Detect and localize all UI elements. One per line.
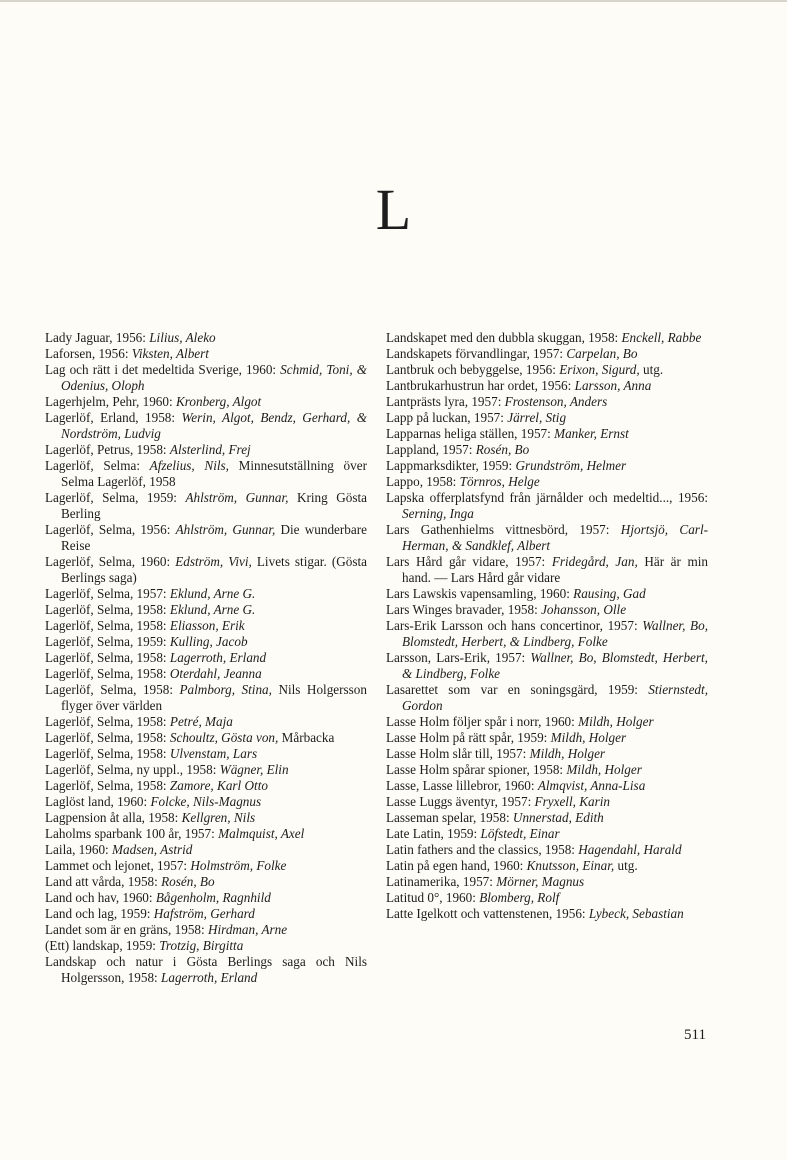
- index-entry: [386, 602, 708, 618]
- index-entry: [386, 330, 708, 346]
- entry-author: Larsson, Anna: [574, 378, 652, 393]
- entry-author: Mildh, Holger: [550, 730, 627, 745]
- index-entry: [45, 842, 367, 858]
- entry-author: Kulling, Jacob: [169, 634, 248, 649]
- section-letter-heading: L: [375, 177, 412, 242]
- entry-author: Bågenholm, Ragnhild: [155, 890, 271, 905]
- index-entry: [386, 394, 708, 410]
- entry-author: Törnros, Helge: [459, 474, 540, 489]
- entry-suffix: Mårbacka: [278, 730, 335, 745]
- index-entry: [45, 906, 367, 922]
- index-entry: [45, 442, 367, 458]
- entry-author: Löfstedt, Einar: [480, 826, 560, 841]
- index-entry: [386, 442, 708, 458]
- entry-title: Lasse, Lasse lillebror, 1960:: [386, 778, 538, 793]
- index-entry: [386, 426, 708, 442]
- index-entry: [45, 938, 367, 954]
- index-entry: [386, 554, 708, 586]
- entry-title: Lantbruk och bebyggelse, 1956:: [386, 362, 560, 377]
- entry-title: Lapska offerplatsfynd från järnålder och medeltid..., 1956:: [386, 490, 708, 505]
- entry-title: Laforsen, 1956:: [45, 346, 132, 361]
- entry-author: Alsterlind, Frej: [169, 442, 251, 457]
- index-entry: [45, 522, 367, 554]
- index-entry: [386, 410, 708, 426]
- index-entry: [386, 490, 708, 522]
- index-entry: [45, 490, 367, 522]
- index-entry: [45, 794, 367, 810]
- entry-suffix: Minnesutställning över Selma Lagerlöf, 1958: [61, 458, 367, 489]
- entry-title: Lagerlöf, Selma, 1958:: [45, 618, 170, 633]
- entry-title: Landet som är en gräns, 1958:: [45, 922, 208, 937]
- entry-author: Folcke, Nils-Magnus: [150, 794, 262, 809]
- entry-title: Lasseman spelar, 1958:: [386, 810, 513, 825]
- entry-suffix: Här är min hand. — Lars Hård går vidare: [402, 554, 709, 585]
- entry-author: Fryxell, Karin: [534, 794, 610, 809]
- entry-author: Madsen, Astrid: [112, 842, 193, 857]
- entry-title: Laglöst land, 1960:: [45, 794, 151, 809]
- entry-author: Blomberg, Rolf: [479, 890, 560, 905]
- entry-author: Mildh, Holger: [529, 746, 606, 761]
- index-entry: [45, 954, 367, 986]
- entry-author: Johansson, Olle: [541, 602, 627, 617]
- index-entry: [45, 330, 367, 346]
- entry-author: Stiernstedt, Gordon: [402, 682, 708, 713]
- entry-author: Trotzig, Birgitta: [159, 938, 244, 953]
- index-entry: [45, 586, 367, 602]
- entry-author: Rosén, Bo: [161, 874, 215, 889]
- entry-title: Latinamerika, 1957:: [386, 874, 497, 889]
- entry-title: Landskapets förvandlingar, 1957:: [386, 346, 567, 361]
- entry-title: Lagerlöf, Selma, 1958:: [45, 714, 170, 729]
- entry-title: Lagerlöf, Selma, 1958:: [45, 746, 170, 761]
- entry-title: Laholms sparbank 100 år, 1957:: [45, 826, 219, 841]
- entry-title: Lagerlöf, Selma, 1960:: [45, 554, 176, 569]
- entry-author: Serning, Inga: [402, 506, 474, 521]
- entry-title: Lammet och lejonet, 1957:: [45, 858, 191, 873]
- index-entry: [45, 634, 367, 650]
- index-column-right: [386, 330, 708, 922]
- entry-author: Holmström, Folke: [190, 858, 287, 873]
- entry-title: Lagerlöf, Selma, 1958:: [45, 650, 170, 665]
- entry-author: Hirdman, Arne: [207, 922, 288, 937]
- page-top-edge: [0, 0, 787, 2]
- entry-title: Landskapet med den dubbla skuggan, 1958:: [386, 330, 622, 345]
- entry-author: Hjortsjö, Carl-Herman, & Sandklef, Albert: [402, 522, 708, 553]
- index-entry: [386, 458, 708, 474]
- index-entry: [386, 682, 708, 714]
- index-entry: [386, 474, 708, 490]
- entry-author: Lybeck, Sebastian: [588, 906, 684, 921]
- entry-title: Lagerlöf, Selma, ny uppl., 1958:: [45, 762, 220, 777]
- index-entry: [45, 762, 367, 778]
- entry-title: Lappland, 1957:: [386, 442, 476, 457]
- entry-title: Lagerlöf, Erland, 1958:: [45, 410, 182, 425]
- index-entry: [45, 410, 367, 442]
- entry-title: Lasse Holm slår till, 1957:: [386, 746, 530, 761]
- index-entry: [386, 810, 708, 826]
- entry-author: Wallner, Bo, Blomstedt, Herbert, & Lindberg, Folke: [402, 618, 708, 649]
- entry-author: Ulvenstam, Lars: [169, 746, 258, 761]
- entry-author: Wägner, Elin: [219, 762, 289, 777]
- entry-title: Lapp på luckan, 1957:: [386, 410, 508, 425]
- entry-title: Lagerlöf, Selma, 1958:: [45, 682, 180, 697]
- index-entry: [45, 346, 367, 362]
- index-entry: [386, 826, 708, 842]
- entry-title: Lagerlöf, Selma, 1958:: [45, 666, 170, 681]
- index-entry: [386, 746, 708, 762]
- entry-title: Lars Gathenhielms vittnesbörd, 1957:: [386, 522, 621, 537]
- entry-title: Land och hav, 1960:: [45, 890, 156, 905]
- index-entry: [386, 650, 708, 682]
- entry-title: Lasse Luggs äventyr, 1957:: [386, 794, 535, 809]
- entry-author: Lilius, Aleko: [149, 330, 216, 345]
- entry-author: Schoultz, Gösta von,: [169, 730, 279, 745]
- entry-title: Late Latin, 1959:: [386, 826, 481, 841]
- entry-title: Lapparnas heliga ställen, 1957:: [386, 426, 555, 441]
- entry-title: Lagpension åt alla, 1958:: [45, 810, 182, 825]
- index-entry: [386, 890, 708, 906]
- entry-author: Eliasson, Erik: [169, 618, 245, 633]
- index-entry: [45, 554, 367, 586]
- entry-title: Lasarettet som var en soningsgärd, 1959:: [386, 682, 649, 697]
- entry-author: Unnerstad, Edith: [512, 810, 604, 825]
- index-entry: [45, 714, 367, 730]
- entry-title: Lars-Erik Larsson och hans concertinor, 1957:: [386, 618, 643, 633]
- entry-title: Lagerlöf, Selma, 1956:: [45, 522, 176, 537]
- entry-title: Lappmarksdikter, 1959:: [386, 458, 516, 473]
- entry-author: Wallner, Bo, Blomstedt, Herbert, & Lindberg, Folke: [402, 650, 708, 681]
- index-entry: [45, 746, 367, 762]
- entry-title: Land och lag, 1959:: [45, 906, 154, 921]
- entry-suffix: Die wunderbare Reise: [61, 522, 367, 553]
- entry-author: Lagerroth, Erland: [161, 970, 258, 985]
- entry-author: Ahlström, Gunnar,: [185, 490, 289, 505]
- entry-title: Lasse Holm spårar spioner, 1958:: [386, 762, 567, 777]
- index-entry: [45, 666, 367, 682]
- entry-title: Lagerlöf, Selma, 1959:: [45, 634, 170, 649]
- entry-title: Lagerlöf, Selma, 1958:: [45, 778, 170, 793]
- entry-title: Lappo, 1958:: [386, 474, 460, 489]
- entry-author: Eklund, Arne G.: [169, 586, 256, 601]
- index-entry: [45, 682, 367, 714]
- index-entry: [386, 778, 708, 794]
- entry-suffix: Livets stigar. (Gösta Berlings saga): [61, 554, 367, 585]
- entry-suffix: Nils Holgersson flyger över världen: [61, 682, 367, 713]
- index-entry: [45, 874, 367, 890]
- entry-title: Larsson, Lars-Erik, 1957:: [386, 650, 531, 665]
- entry-author: Mildh, Holger: [566, 762, 642, 777]
- index-entry: [45, 922, 367, 938]
- entry-title: Lady Jaguar, 1956:: [45, 330, 150, 345]
- entry-author: Ahlström, Gunnar,: [175, 522, 276, 537]
- index-entry: [386, 586, 708, 602]
- index-entry: [386, 874, 708, 890]
- index-entry: [386, 362, 708, 378]
- index-entry: [386, 346, 708, 362]
- index-entry: [386, 762, 708, 778]
- entry-author: Edström, Vivi,: [175, 554, 252, 569]
- entry-author: Palmborg, Stina,: [179, 682, 272, 697]
- index-entry: [45, 650, 367, 666]
- entry-author: Järrel, Stig: [507, 410, 567, 425]
- index-entry: [45, 890, 367, 906]
- index-entry: [386, 378, 708, 394]
- entry-author: Hafström, Gerhard: [153, 906, 255, 921]
- entry-title: Lagerlöf, Selma, 1957:: [45, 586, 170, 601]
- entry-title: Lagerlöf, Selma, 1958:: [45, 602, 170, 617]
- index-entry: [45, 826, 367, 842]
- entry-title: Latitud 0°, 1960:: [386, 890, 480, 905]
- entry-author: Malmquist, Axel: [218, 826, 305, 841]
- entry-title: Lantprästs lyra, 1957:: [386, 394, 505, 409]
- index-entry: [45, 810, 367, 826]
- entry-author: Enckell, Rabbe: [621, 330, 702, 345]
- index-entry: [45, 602, 367, 618]
- entry-title: Latte Igelkott och vattenstenen, 1956:: [386, 906, 589, 921]
- entry-author: Werin, Algot, Bendz, Gerhard, & Nordström, Ludvig: [61, 410, 367, 441]
- entry-title: Latin på egen hand, 1960:: [386, 858, 527, 873]
- index-entry: [386, 730, 708, 746]
- index-entry: [386, 794, 708, 810]
- index-entry: [45, 778, 367, 794]
- index-entry: [45, 618, 367, 634]
- entry-title: Lars Hård går vidare, 1957:: [386, 554, 552, 569]
- entry-author: Viksten, Albert: [131, 346, 209, 361]
- index-entry: [45, 730, 367, 746]
- index-entry: [45, 858, 367, 874]
- entry-author: Rosén, Bo: [475, 442, 530, 457]
- entry-title: Lagerhjelm, Pehr, 1960:: [45, 394, 176, 409]
- entry-author: Almqvist, Anna-Lisa: [537, 778, 646, 793]
- entry-author: Lagerroth, Erland: [169, 650, 267, 665]
- page-number: 511: [684, 1027, 706, 1043]
- entry-author: Oterdahl, Jeanna: [169, 666, 262, 681]
- entry-title: Land att vårda, 1958:: [45, 874, 162, 889]
- entry-author: Afzelius, Nils,: [149, 458, 229, 473]
- entry-title: Lagerlöf, Selma:: [45, 458, 150, 473]
- index-column-left: [45, 330, 367, 986]
- entry-title: Lars Winges bravader, 1958:: [386, 602, 542, 617]
- entry-suffix: utg.: [639, 362, 664, 377]
- index-entry: [386, 618, 708, 650]
- index-entry: [386, 906, 708, 922]
- entry-author: Erixon, Sigurd,: [559, 362, 640, 377]
- entry-title: Lagerlöf, Selma, 1958:: [45, 730, 170, 745]
- index-entry: [386, 714, 708, 730]
- entry-author: Mörner, Magnus: [496, 874, 585, 889]
- entry-title: Lag och rätt i det medeltida Sverige, 1960:: [45, 362, 281, 377]
- entry-title: (Ett) landskap, 1959:: [45, 938, 160, 953]
- entry-author: Grundström, Helmer: [515, 458, 627, 473]
- entry-title: Laila, 1960:: [45, 842, 113, 857]
- index-entry: [386, 522, 708, 554]
- entry-author: Eklund, Arne G.: [169, 602, 256, 617]
- index-entry: [386, 858, 708, 874]
- entry-author: Schmid, Toni, & Odenius, Oloph: [61, 362, 367, 393]
- entry-title: Lasse Holm följer spår i norr, 1960:: [386, 714, 579, 729]
- entry-author: Petré, Maja: [169, 714, 233, 729]
- entry-title: Latin fathers and the classics, 1958:: [386, 842, 579, 857]
- index-entry: [45, 362, 367, 394]
- entry-title: Lars Lawskis vapensamling, 1960:: [386, 586, 574, 601]
- entry-author: Rausing, Gad: [573, 586, 646, 601]
- entry-author: Kellgren, Nils: [181, 810, 256, 825]
- entry-title: Landskap och natur i Gösta Berlings saga och Nils Holgersson, 1958:: [45, 954, 367, 985]
- entry-author: Kronberg, Algot: [175, 394, 262, 409]
- entry-suffix: Kring Gösta Berling: [61, 490, 367, 521]
- entry-author: Frostenson, Anders: [504, 394, 608, 409]
- entry-title: Lagerlöf, Petrus, 1958:: [45, 442, 170, 457]
- entry-author: Knutsson, Einar,: [526, 858, 615, 873]
- entry-author: Hagendahl, Harald: [578, 842, 682, 857]
- entry-author: Mildh, Holger: [578, 714, 654, 729]
- entry-author: Carpelan, Bo: [566, 346, 638, 361]
- index-entry: [45, 394, 367, 410]
- entry-suffix: utg.: [614, 858, 638, 873]
- entry-title: Lagerlöf, Selma, 1959:: [45, 490, 186, 505]
- entry-title: Lantbrukarhustrun har ordet, 1956:: [386, 378, 575, 393]
- index-entry: [386, 842, 708, 858]
- entry-title: Lasse Holm på rätt spår, 1959:: [386, 730, 551, 745]
- entry-author: Fridegård, Jan,: [551, 554, 638, 569]
- entry-author: Zamore, Karl Otto: [169, 778, 268, 793]
- entry-author: Manker, Ernst: [554, 426, 629, 441]
- index-entry: [45, 458, 367, 490]
